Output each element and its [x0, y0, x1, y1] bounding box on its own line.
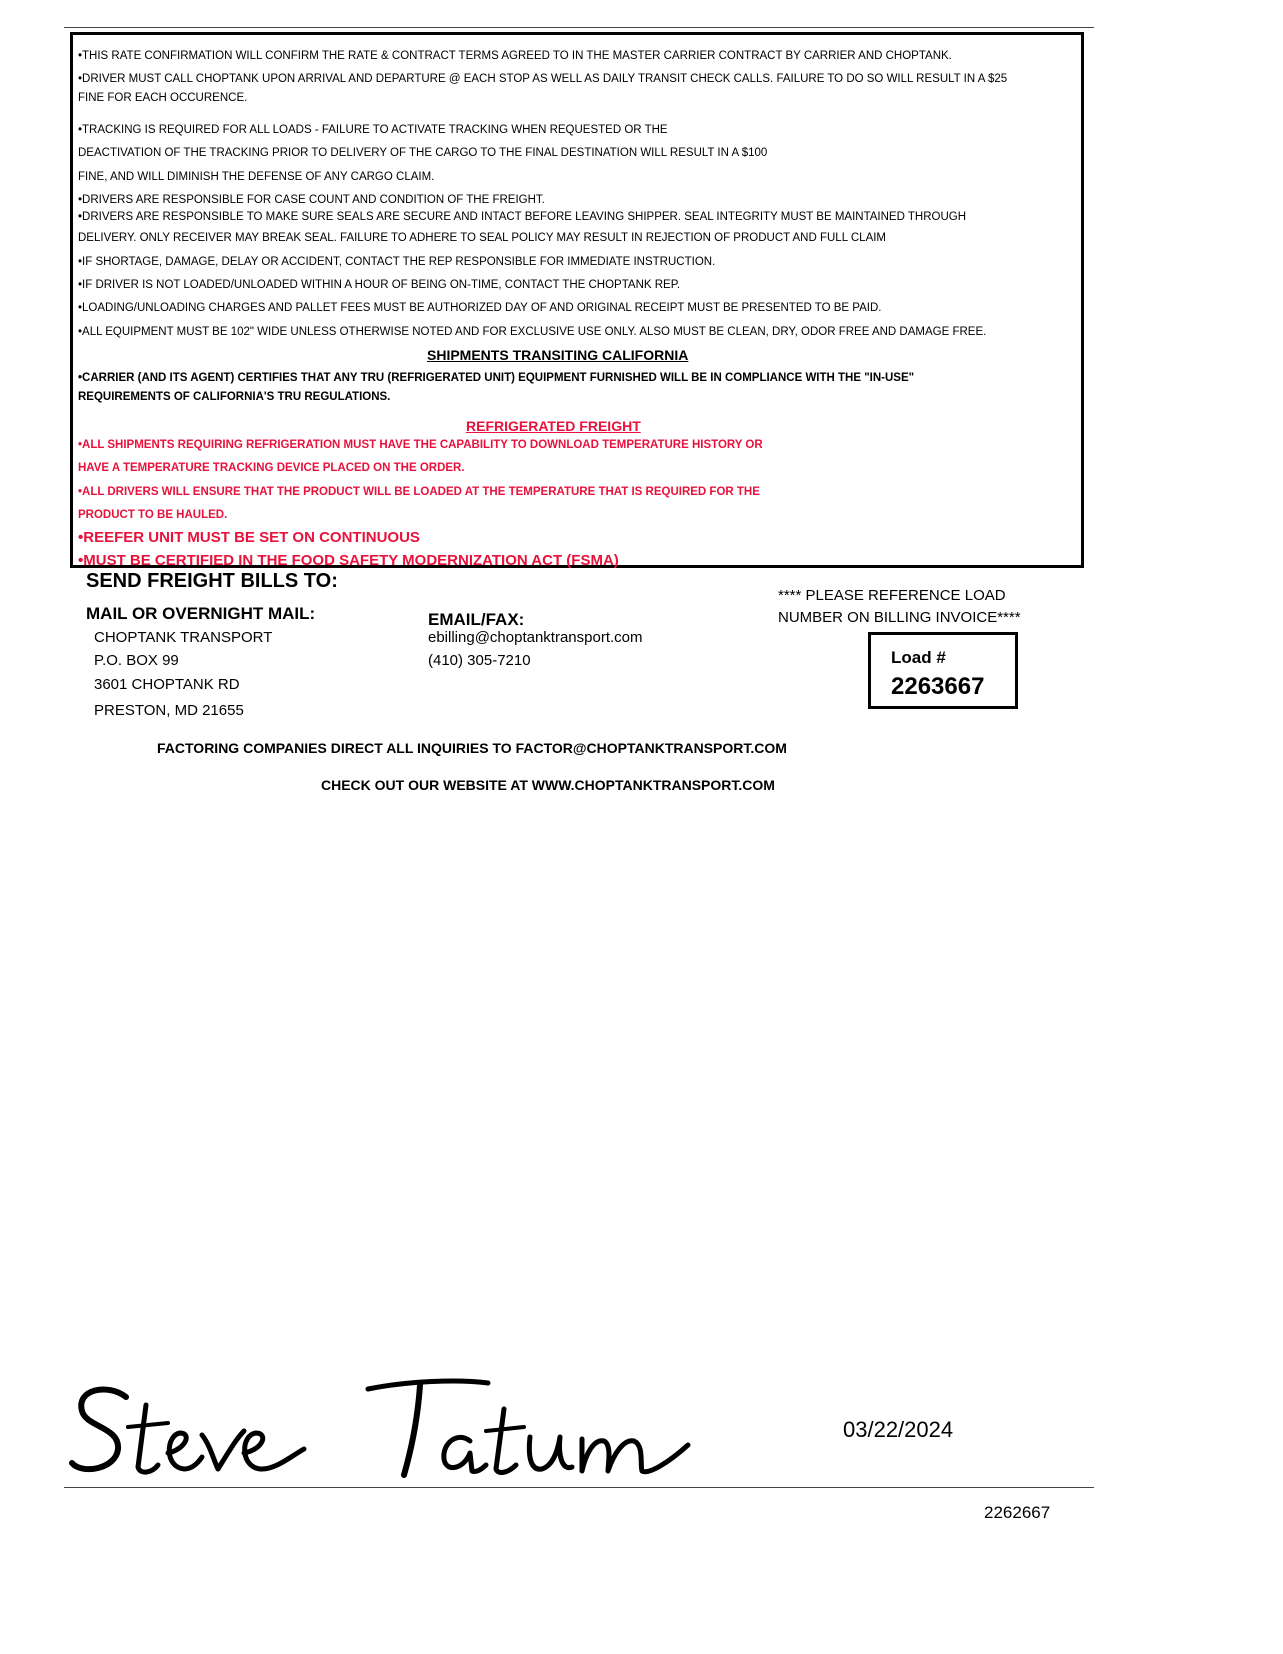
reference-note: **** PLEASE REFERENCE LOAD [778, 587, 1006, 604]
load-label: Load # [891, 648, 946, 667]
term-line: •THIS RATE CONFIRMATION WILL CONFIRM THE RATE & CONTRACT TERMS AGREED TO IN THE MASTER CARRIER CONTRACT BY CARRIER AND CHOPTANK. [78, 50, 952, 62]
term-line: •DRIVERS ARE RESPONSIBLE TO MAKE SURE SEALS ARE SECURE AND INTACT BEFORE LEAVING SHIPPER. SEAL INTEGRITY MUST BE MAINTAINED THROUGH [78, 211, 967, 223]
load-number: 2263667 [891, 673, 985, 700]
refrigerated-heading: REFRIGERATED FREIGHT [466, 418, 641, 434]
term-line: •DRIVER MUST CALL CHOPTANK UPON ARRIVAL AND DEPARTURE @ EACH STOP AS WELL AS DAILY TRANSIT CHECK CALLS. FAILURE TO DO SO WILL RESULT IN A $25 [78, 73, 1008, 85]
california-line: •CARRIER (AND ITS AGENT) CERTIFIES THAT ANY TRU (REFRIGERATED UNIT) EQUIPMENT FURNISHED WILL BE IN COMPLIANCE WITH THE "IN-USE" [78, 372, 915, 384]
term-line: FINE FOR EACH OCCURENCE. [78, 92, 248, 104]
california-line: REQUIREMENTS OF CALIFORNIA'S TRU REGULATIONS. [78, 391, 391, 403]
page-load-number: 2262667 [984, 1503, 1051, 1522]
term-line: •IF SHORTAGE, DAMAGE, DELAY OR ACCIDENT, CONTACT THE REP RESPONSIBLE FOR IMMEDIATE INSTRUCTION. [78, 256, 716, 268]
send-bills-title: SEND FREIGHT BILLS TO: [86, 570, 338, 592]
mail-line: 3601 CHOPTANK RD [94, 676, 240, 693]
signature-rule [64, 1487, 1094, 1488]
signature-date: 03/22/2024 [843, 1417, 954, 1442]
website-note: CHECK OUT OUR WEBSITE AT WWW.CHOPTANKTRANSPORT.COM [321, 777, 775, 793]
term-line: •DRIVERS ARE RESPONSIBLE FOR CASE COUNT AND CONDITION OF THE FREIGHT. [78, 194, 545, 206]
term-line: •TRACKING IS REQUIRED FOR ALL LOADS - FAILURE TO ACTIVATE TRACKING WHEN REQUESTED OR THE [78, 124, 668, 136]
refrigerated-line: HAVE A TEMPERATURE TRACKING DEVICE PLACED ON THE ORDER. [78, 462, 465, 474]
term-line: •IF DRIVER IS NOT LOADED/UNLOADED WITHIN A HOUR OF BEING ON-TIME, CONTACT THE CHOPTANK REP. [78, 279, 681, 291]
term-line: •LOADING/UNLOADING CHARGES AND PALLET FEES MUST BE AUTHORIZED DAY OF AND ORIGINAL RECEIPT MUST BE PRESENTED TO BE PAID. [78, 302, 882, 314]
term-line: •ALL EQUIPMENT MUST BE 102" WIDE UNLESS OTHERWISE NOTED AND FOR EXCLUSIVE USE ONLY. ALSO MUST BE CLEAN, DRY, ODOR FREE AND DAMAGE FREE. [78, 326, 987, 338]
refrigerated-line: •ALL DRIVERS WILL ENSURE THAT THE PRODUCT WILL BE LOADED AT THE TEMPERATURE THAT IS REQUIRED FOR THE [78, 486, 760, 498]
top-rule [64, 27, 1094, 28]
california-heading: SHIPMENTS TRANSITING CALIFORNIA [427, 347, 689, 363]
factoring-note: FACTORING COMPANIES DIRECT ALL INQUIRIES TO FACTOR@CHOPTANKTRANSPORT.COM [157, 740, 787, 756]
reference-note: NUMBER ON BILLING INVOICE**** [778, 609, 1021, 626]
mail-line: CHOPTANK TRANSPORT [94, 629, 273, 646]
refrigerated-line: •REEFER UNIT MUST BE SET ON CONTINUOUS [78, 529, 420, 546]
billing-fax: (410) 305-7210 [428, 652, 531, 669]
mail-line: PRESTON, MD 21655 [94, 702, 244, 719]
refrigerated-line: •MUST BE CERTIFIED IN THE FOOD SAFETY MODERNIZATION ACT (FSMA) [78, 552, 619, 569]
term-line: DEACTIVATION OF THE TRACKING PRIOR TO DELIVERY OF THE CARGO TO THE FINAL DESTINATION WILL RESULT IN A $100 [78, 147, 768, 159]
refrigerated-line: •ALL SHIPMENTS REQUIRING REFRIGERATION MUST HAVE THE CAPABILITY TO DOWNLOAD TEMPERATURE HISTORY OR [78, 439, 763, 451]
mail-heading: MAIL OR OVERNIGHT MAIL: [86, 604, 316, 623]
email-fax-heading: EMAIL/FAX: [428, 610, 525, 629]
signature-image [68, 1375, 728, 1485]
mail-line: P.O. BOX 99 [94, 652, 179, 669]
term-line: FINE, AND WILL DIMINISH THE DEFENSE OF ANY CARGO CLAIM. [78, 171, 435, 183]
refrigerated-line: PRODUCT TO BE HAULED. [78, 509, 228, 521]
billing-email: ebilling@choptanktransport.com [428, 629, 643, 646]
term-line: DELIVERY. ONLY RECEIVER MAY BREAK SEAL. FAILURE TO ADHERE TO SEAL POLICY MAY RESULT IN REJECTION OF PRODUCT AND FULL CLAIM [78, 232, 887, 244]
